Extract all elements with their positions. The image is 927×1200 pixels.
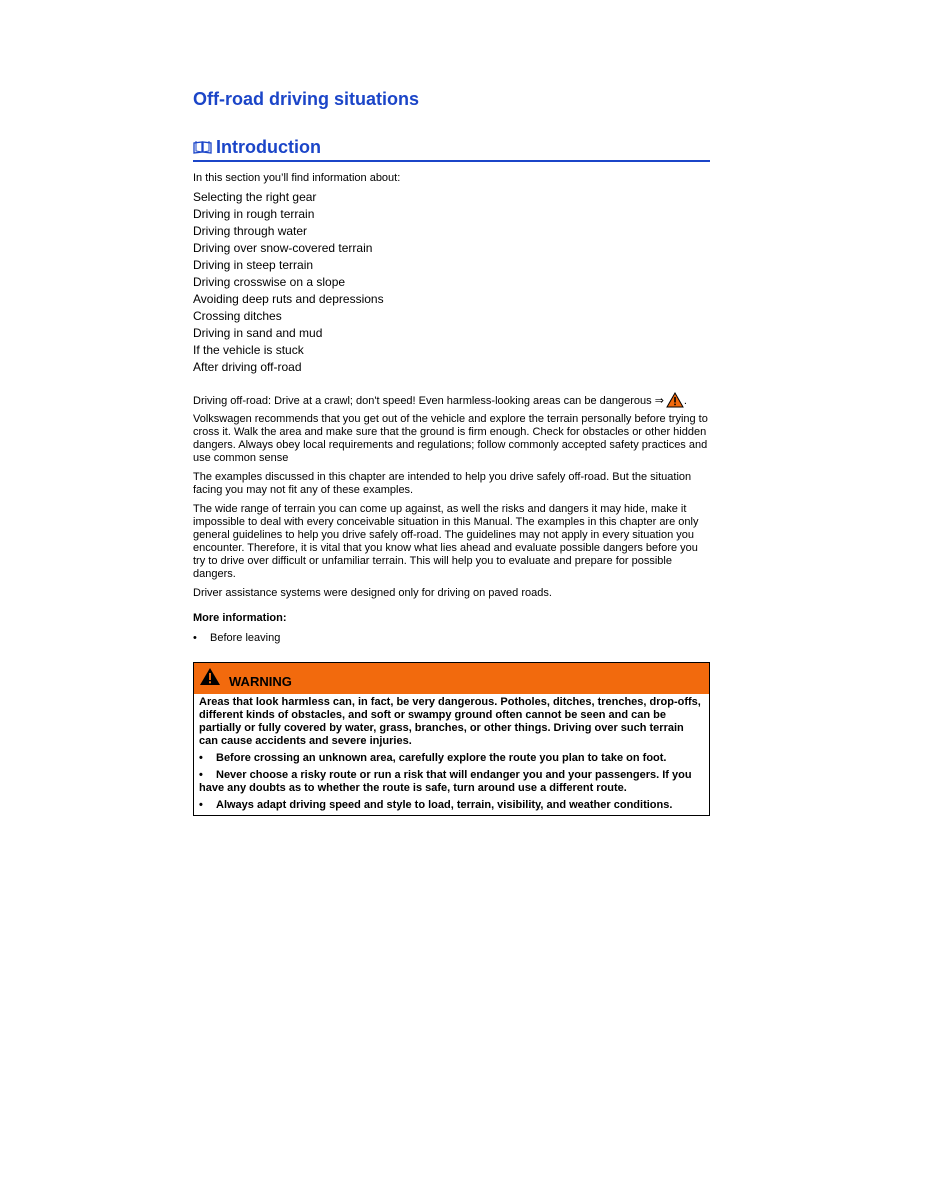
paragraph-crawl-text: Driving off-road: Drive at a crawl; don't speed! Even harmless-looking areas can be dangerous ⇒	[193, 395, 664, 407]
warning-body	[194, 694, 709, 815]
warning-bullet	[199, 799, 704, 812]
more-info-list	[193, 631, 710, 645]
section-header	[193, 135, 710, 162]
warning-bullet-text: Never choose a risky route or run a risk that will endanger you and your passengers. If you have any doubts as to whether the route is safe, turn around use a different route.	[199, 769, 692, 794]
bullet-icon: •	[193, 632, 197, 644]
more-info-item[interactable]	[193, 631, 710, 645]
warning-text: Areas that look harmless can, in fact, be very dangerous. Potholes, ditches, trenches, drop-offs, different kinds of obstacles, and soft or swampy ground often cannot be seen and can be partially or fully covered by water, grass, branches, or other things. Driving over such terrain can cause accidents and severe injuries.	[199, 696, 701, 747]
warning-bullet-text: Before crossing an unknown area, carefully explore the route you plan to take on foot.	[216, 752, 667, 764]
topic-item: Driving over snow-covered terrain	[193, 241, 373, 255]
section-title: Introduction	[216, 137, 321, 157]
warning-triangle-icon	[666, 392, 684, 408]
page-content	[193, 88, 710, 816]
topic-item: Driving in steep terrain	[193, 258, 314, 272]
topic-list	[193, 189, 710, 376]
more-info-label: More information:	[193, 612, 287, 624]
topic-item: Driving in rough terrain	[193, 207, 315, 221]
paragraph-examples: The examples discussed in this chapter are intended to help you drive safely off-road. But the situation facing you may not fit any of these examples.	[193, 471, 692, 496]
bullet-icon: •	[199, 752, 203, 764]
topic-item: Driving through water	[193, 224, 308, 238]
topic-item: Driving in sand and mud	[193, 326, 323, 340]
paragraph-terrain: The wide range of terrain you can come up against, as well the risks and dangers it may hide, make it impossible to deal with every conceivable situation in this Manual. The examples in this chapter are only general guidelines to help you drive safely off-road. The guidelines may not apply in every situation you encounter. Therefore, it is vital that you know what lies ahead and evaluate possible dangers before you try to drive over difficult or unfamiliar terrain. This will help you to evaluate and prepare for possible dangers.	[193, 503, 699, 580]
warning-box	[193, 662, 710, 816]
paragraph-explore: Volkswagen recommends that you get out of the vehicle and explore the terrain personally before trying to cross it. Walk the area and make sure that the ground is firm enough. Check for obstacles or other hidden dangers. Always obey local requirements and regulations; follow commonly accepted safety practices and use common sense	[193, 413, 708, 464]
topic-item: Selecting the right gear	[193, 190, 317, 204]
warning-header	[194, 663, 709, 694]
topic-item: Avoiding deep ruts and depressions	[193, 292, 384, 306]
warning-bullet	[199, 752, 704, 765]
paragraph-assistance: Driver assistance systems were designed only for driving on paved roads.	[193, 587, 552, 599]
book-icon	[193, 140, 212, 154]
intro-text: In this section you’ll find information about:	[193, 172, 401, 184]
topic-item: If the vehicle is stuck	[193, 343, 304, 357]
warning-bullet	[199, 769, 704, 795]
paragraph-crawl	[193, 392, 710, 408]
bullet-icon: •	[199, 769, 203, 781]
more-info-item-label: Before leaving	[210, 632, 281, 644]
warning-title: WARNING	[229, 674, 292, 689]
topic-item: Driving crosswise on a slope	[193, 275, 346, 289]
topic-item: After driving off-road	[193, 360, 302, 374]
chapter-title: Off-road driving situations	[193, 89, 420, 109]
bullet-icon: •	[199, 799, 203, 811]
warning-triangle-icon	[199, 667, 221, 686]
period: .	[683, 395, 687, 407]
topic-item: Crossing ditches	[193, 309, 282, 323]
warning-bullet-text: Always adapt driving speed and style to load, terrain, visibility, and weather conditions.	[216, 799, 673, 811]
